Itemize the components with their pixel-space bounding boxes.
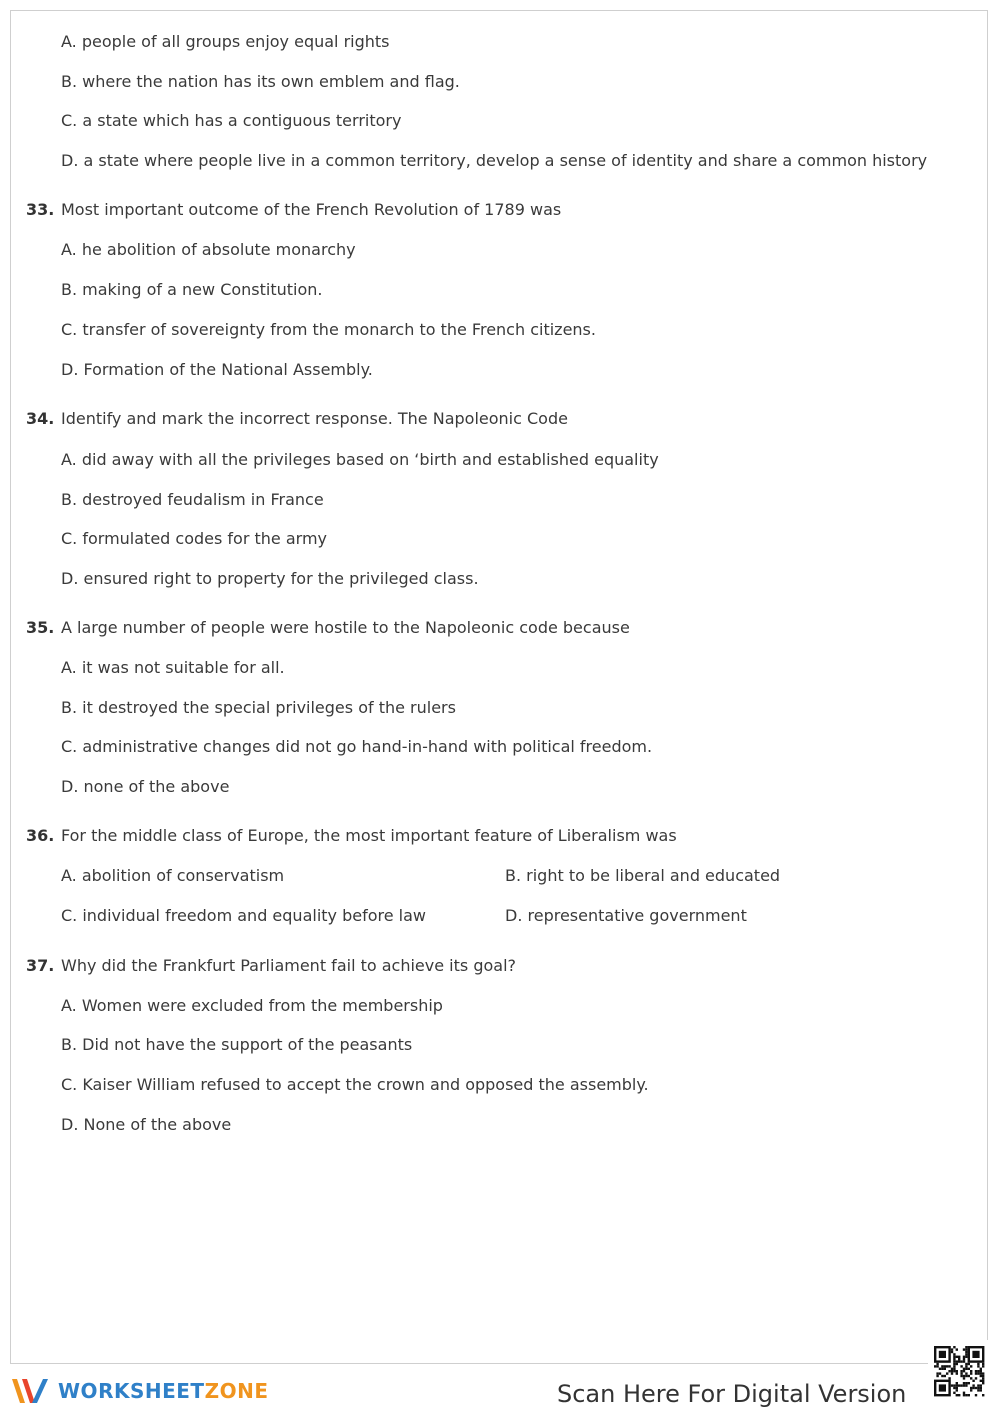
question-text: A large number of people were hostile to the Napoleonic code because <box>61 618 630 637</box>
question-text: For the middle class of Europe, the most important feature of Liberalism was <box>61 826 677 845</box>
option: C. individual freedom and equality before law <box>61 906 427 925</box>
option: D. None of the above <box>61 1115 232 1134</box>
question-number: 33. <box>26 200 55 219</box>
logo-text: WORKSHEETZONE <box>58 1379 269 1403</box>
option: D. ensured right to property for the privileged class. <box>61 569 479 588</box>
logo-mark-icon <box>10 1376 50 1406</box>
page-footer <box>0 1366 1000 1414</box>
question-number: 35. <box>26 618 55 637</box>
question-number: 36. <box>26 826 55 845</box>
question-number: 37. <box>26 956 55 975</box>
question-33 <box>26 200 561 220</box>
question-36 <box>26 826 677 846</box>
option: C. Kaiser William refused to accept the crown and opposed the assembly. <box>61 1075 649 1094</box>
qr-code-icon[interactable] <box>928 1340 992 1404</box>
question-text: Most important outcome of the French Revolution of 1789 was <box>61 200 562 219</box>
option: B. Did not have the support of the peasants <box>61 1035 413 1054</box>
option: B. making of a new Constitution. <box>61 280 323 299</box>
option: C. administrative changes did not go hand-in-hand with political freedom. <box>61 737 653 756</box>
question-number: 34. <box>26 409 55 428</box>
question-text: Identify and mark the incorrect response. The Napoleonic Code <box>61 409 568 428</box>
option: A. Women were excluded from the membership <box>61 996 443 1015</box>
question-text: Why did the Frankfurt Parliament fail to achieve its goal? <box>61 956 516 975</box>
option: C. a state which has a contiguous territory <box>61 111 402 130</box>
option: A. did away with all the privileges based on ‘birth and established equality <box>61 450 659 469</box>
question-34 <box>26 409 568 429</box>
worksheetzone-logo[interactable] <box>10 1376 268 1406</box>
scan-caption: Scan Here For Digital Version <box>557 1380 907 1408</box>
option: A. people of all groups enjoy equal rights <box>61 32 390 51</box>
question-37 <box>26 956 516 976</box>
option: A. abolition of conservatism <box>61 866 285 885</box>
option: A. it was not suitable for all. <box>61 658 285 677</box>
option: D. a state where people live in a common territory, develop a sense of identity and share a common history <box>61 151 928 170</box>
option: D. representative government <box>505 906 747 925</box>
option: D. Formation of the National Assembly. <box>61 360 373 379</box>
option: B. right to be liberal and educated <box>505 866 781 885</box>
option: C. transfer of sovereignty from the monarch to the French citizens. <box>61 320 596 339</box>
option: B. it destroyed the special privileges of the rulers <box>61 698 456 717</box>
option: D. none of the above <box>61 777 230 796</box>
option: B. destroyed feudalism in France <box>61 490 324 509</box>
option: B. where the nation has its own emblem and flag. <box>61 72 460 91</box>
option: C. formulated codes for the army <box>61 529 327 548</box>
option: A. he abolition of absolute monarchy <box>61 240 356 259</box>
question-35 <box>26 618 630 638</box>
